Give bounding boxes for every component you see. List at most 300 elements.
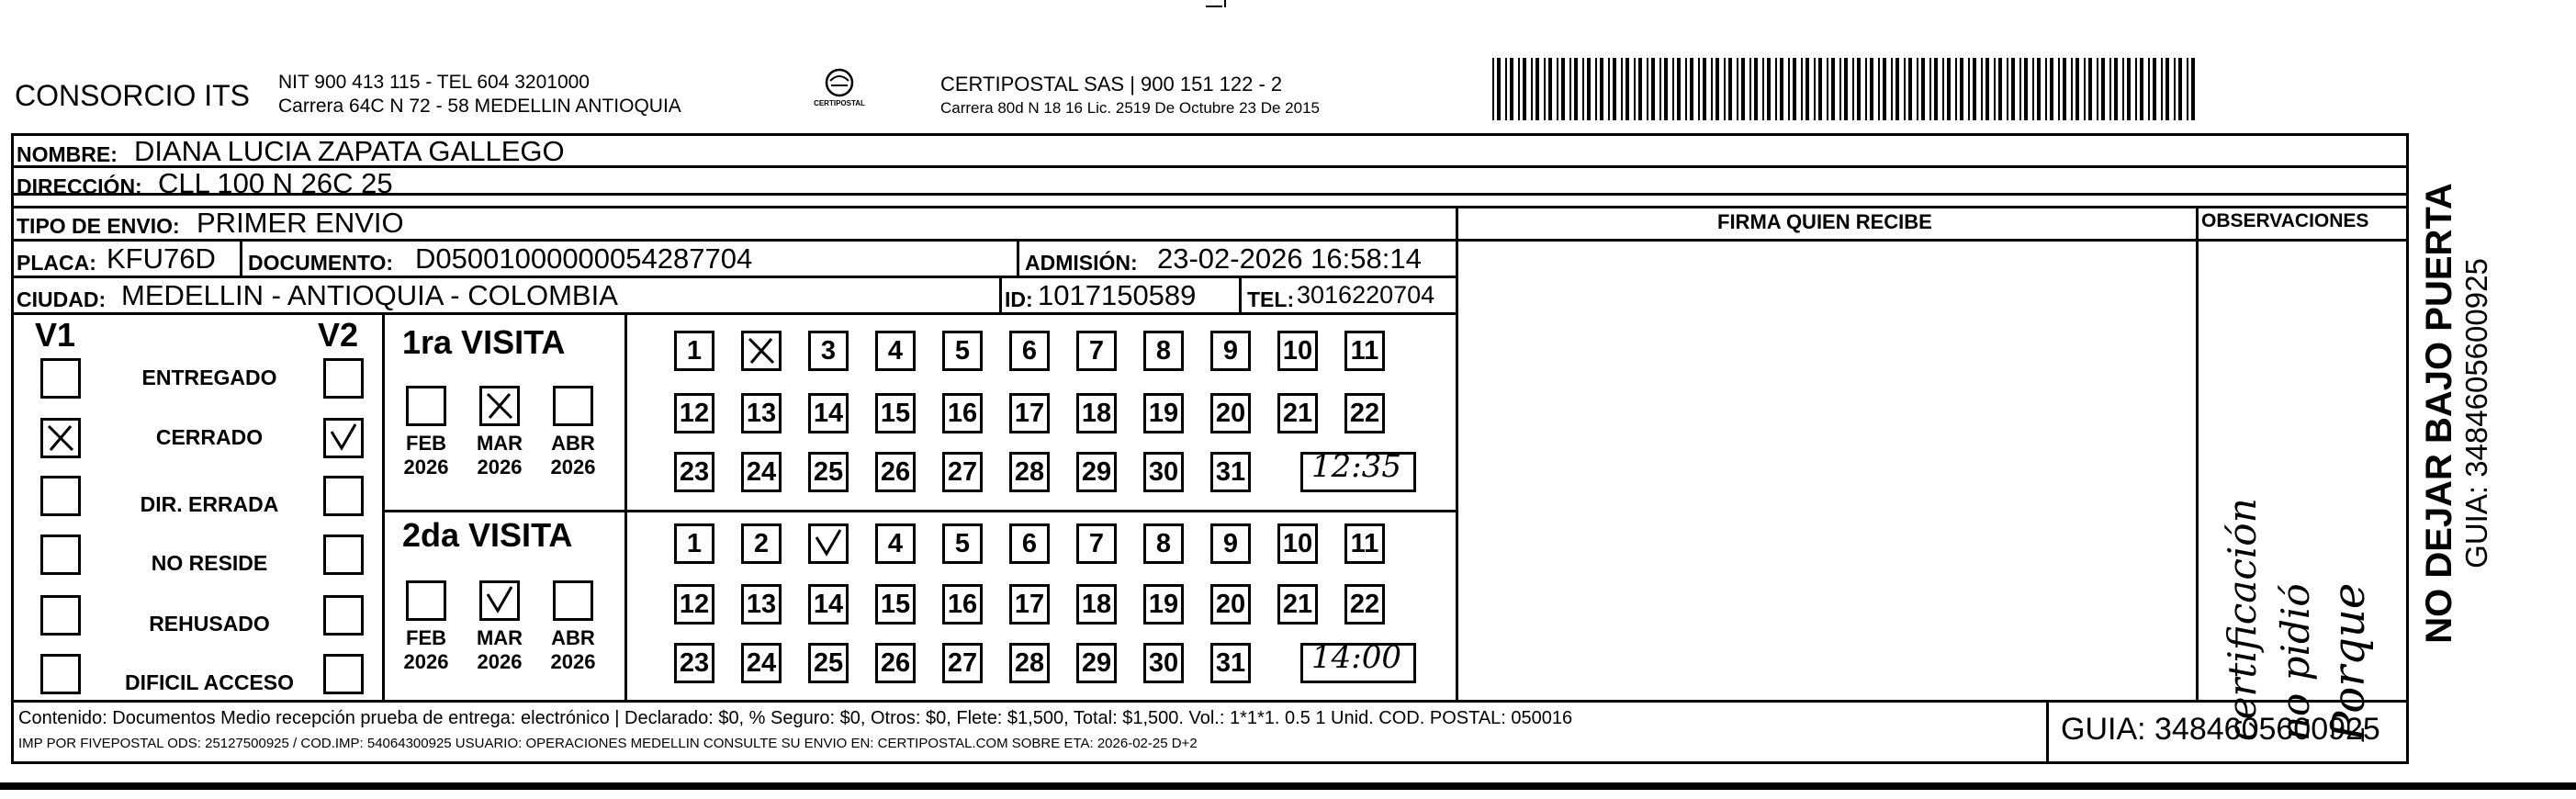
month-name: ABR (551, 432, 595, 455)
day-number: 16 (947, 590, 978, 619)
barcode-bar (1647, 58, 1648, 120)
barcode-bar (1548, 58, 1552, 120)
day-number: 12 (679, 590, 710, 619)
visita1-day-box[interactable] (1277, 393, 1318, 433)
month-year: 2026 (477, 650, 523, 673)
visita2-month-checkbox[interactable] (553, 580, 593, 621)
barcode-bar (1883, 58, 1886, 120)
status-label: CERRADO (155, 425, 264, 449)
day-number: 31 (1215, 648, 1246, 678)
id-label: ID: (1005, 287, 1033, 311)
barcode-bar (1595, 58, 1597, 120)
id-sep (999, 276, 1002, 314)
visita1-day-box[interactable] (1076, 452, 1117, 492)
day-number: 10 (1282, 529, 1313, 558)
day-number: 9 (1222, 336, 1239, 366)
day-number: 8 (1155, 336, 1172, 366)
barcode-bar (1698, 58, 1700, 120)
admision-label: ADMISIÓN: (1025, 251, 1138, 275)
visita-divider (382, 510, 1457, 512)
visita2-day-box[interactable] (1009, 523, 1050, 564)
day-number: 14 (813, 399, 844, 428)
barcode-bar (1557, 58, 1558, 120)
barcode-bar (2097, 58, 2098, 120)
barcode-bar (1510, 58, 1513, 120)
day-number: 5 (954, 336, 971, 366)
barcode-bar (2075, 58, 2079, 120)
visita2-day-box[interactable] (942, 643, 983, 683)
visita1-title: 1ra VISITA (402, 323, 566, 361)
visita1-time: 12:35 (1311, 448, 1401, 485)
day-number: 28 (1014, 648, 1045, 678)
barcode-bar (2140, 58, 2143, 120)
visita1-month-checkbox[interactable] (406, 386, 446, 426)
visita2-day-box[interactable] (674, 584, 714, 625)
placa-value: KFU76D (107, 242, 216, 275)
day-number: 4 (887, 336, 904, 366)
day-number: 15 (880, 590, 911, 619)
visita2-day-box[interactable] (1277, 584, 1318, 625)
day-number: 1 (686, 336, 703, 366)
visita1-month-checkbox[interactable] (553, 386, 593, 426)
visita1-month-checkbox[interactable] (479, 386, 520, 426)
visita2-day-box[interactable] (1277, 523, 1318, 564)
day-number: 16 (947, 399, 978, 428)
visita1-day-box[interactable] (942, 393, 983, 433)
barcode-bar (1703, 58, 1706, 120)
barcode-bar (1638, 58, 1642, 120)
ciudad-label: CIUDAD: (17, 287, 107, 311)
status-v2-checkbox[interactable] (323, 476, 364, 516)
obs-left-border (2196, 206, 2199, 702)
month-name: MAR (476, 432, 523, 455)
barcode-bar (1852, 58, 1854, 120)
visita2-day-box[interactable] (1076, 523, 1117, 564)
month-name: MAR (476, 626, 523, 649)
barcode-bar (2088, 58, 2092, 120)
day-number: 28 (1014, 457, 1045, 487)
barcode-bar (1934, 58, 1938, 120)
barcode-bar (2148, 58, 2150, 120)
day-number: 14 (813, 590, 844, 619)
barcode-bar (1569, 58, 1571, 120)
visita2-day-box[interactable] (875, 584, 916, 625)
carrier-address: Carrera 80d N 18 16 Lic. 2519 De Octubre 23 De 2015 (940, 99, 1320, 117)
id-value: 1017150589 (1038, 279, 1197, 311)
barcode-bar (1737, 58, 1738, 120)
barcode-bar (1968, 58, 1970, 120)
day-number: 5 (954, 529, 971, 558)
day-number: 3 (820, 336, 837, 366)
day-number: 7 (1088, 336, 1105, 366)
day-number: 10 (1282, 336, 1313, 366)
day-number: 13 (746, 590, 777, 619)
visita1-day-box[interactable] (1210, 393, 1251, 433)
visita2-day-box[interactable] (1143, 584, 1184, 625)
footer-guia-sep (2046, 700, 2049, 763)
status-v2-checkbox[interactable] (323, 418, 364, 458)
status-v1-checkbox[interactable] (40, 654, 81, 694)
barcode-bar (1724, 58, 1726, 120)
v2-label: V2 (318, 316, 359, 354)
barcode-bar (1917, 58, 1918, 120)
visita2-day-box[interactable] (942, 584, 983, 625)
barcode-bar (1793, 58, 1796, 120)
visita1-day-box[interactable] (1076, 331, 1117, 371)
barcode-bar (2058, 58, 2060, 120)
barcode-bar (2007, 58, 2008, 120)
barcode-bar (2071, 58, 2073, 120)
visita2-day-box[interactable] (1009, 643, 1050, 683)
day-number: 6 (1021, 336, 1038, 366)
visita-month-border (624, 312, 627, 702)
status-v1-checkbox[interactable] (40, 535, 81, 575)
barcode-bar (1788, 58, 1790, 120)
day-number: 22 (1349, 590, 1380, 619)
barcode-bar (1775, 58, 1777, 120)
barcode-bar (2122, 58, 2124, 120)
barcode-bar (1690, 58, 1693, 120)
visita2-month-label (472, 626, 527, 674)
month-year: 2026 (550, 650, 596, 673)
month-year: 2026 (550, 456, 596, 478)
frame-left (11, 133, 14, 764)
visita2-day-box[interactable] (741, 643, 782, 683)
day-number: 27 (947, 648, 978, 678)
day-number: 15 (880, 399, 911, 428)
status-v2-checkbox[interactable] (323, 654, 364, 694)
status-v2-checkbox[interactable] (323, 595, 364, 636)
barcode-bar (1634, 58, 1636, 120)
day-number: 17 (1014, 590, 1045, 619)
barcode-bar (1998, 58, 2002, 120)
barcode-bar (1561, 58, 1565, 120)
barcode-bar (1973, 58, 1976, 120)
status-label: ENTREGADO (141, 366, 277, 389)
visita2-day-box[interactable] (875, 643, 916, 683)
tel-label: TEL: (1247, 287, 1295, 311)
day-number: 2 (753, 529, 770, 558)
visita2-day-box[interactable] (1076, 643, 1117, 683)
barcode-bar (2024, 58, 2028, 120)
month-year: 2026 (477, 456, 523, 478)
barcode-bar (1749, 58, 1751, 120)
day-number: 30 (1148, 457, 1179, 487)
footer-guia: GUIA: 3484605600925 (2061, 712, 2380, 747)
day-number: 12 (679, 399, 710, 428)
visita1-day-box[interactable] (1009, 393, 1050, 433)
barcode-bar (1921, 58, 1925, 120)
visita2-month-label (399, 626, 454, 674)
barcode-bar (1801, 58, 1803, 120)
visita1-day-box[interactable] (808, 452, 849, 492)
obs-line-1: Porque (2323, 582, 2375, 741)
day-number: 25 (813, 648, 844, 678)
barcode-bar (2063, 58, 2066, 120)
visita2-day-box[interactable] (875, 523, 916, 564)
observaciones-label: OBSERVACIONES (2201, 210, 2369, 231)
barcode-bar (1600, 58, 1603, 120)
visita2-time: 14:00 (1311, 639, 1401, 676)
day-number: 17 (1014, 399, 1045, 428)
barcode-bar (1865, 58, 1867, 120)
visita1-day-box[interactable] (1009, 331, 1050, 371)
nombre-label: NOMBRE: (17, 142, 118, 166)
day-number: 31 (1215, 457, 1246, 487)
day-number: 19 (1148, 590, 1179, 619)
day-number: 11 (1350, 529, 1379, 558)
barcode-bar (1780, 58, 1783, 120)
day-number: 26 (880, 457, 911, 487)
tel-value: 3016220704 (1297, 281, 1435, 309)
barcode-bar (1955, 58, 1957, 120)
day-number: 4 (887, 529, 904, 558)
day-number: 11 (1350, 336, 1379, 366)
barcode-bar (1582, 58, 1584, 120)
company-nit: NIT 900 413 115 - TEL 604 3201000 (278, 72, 590, 93)
day-number: 24 (746, 457, 777, 487)
day-number: 7 (1088, 529, 1105, 558)
barcode-bar (2011, 58, 2015, 120)
visita2-month-checkbox[interactable] (479, 580, 520, 621)
barcode-bar (1685, 58, 1687, 120)
status-label: DIR. ERRADA (140, 492, 279, 516)
month-name: FEB (406, 626, 446, 649)
visita1-day-box[interactable] (1210, 331, 1251, 371)
barcode-bar (2187, 58, 2188, 120)
visita1-day-box[interactable] (741, 393, 782, 433)
barcode-bar (1505, 58, 1507, 120)
barcode-bar (2084, 58, 2086, 120)
status-v2-checkbox[interactable] (323, 535, 364, 575)
visita1-day-box[interactable] (741, 331, 782, 371)
documento-label: DOCUMENTO: (248, 251, 394, 275)
direccion-value: CLL 100 N 26C 25 (158, 167, 393, 199)
day-number: 26 (880, 648, 911, 678)
visita1-day-box[interactable] (875, 393, 916, 433)
visita1-day-box[interactable] (875, 331, 916, 371)
visita2-day-box[interactable] (1344, 523, 1385, 564)
barcode-bar (1827, 58, 1828, 120)
visita1-day-box[interactable] (741, 452, 782, 492)
visita1-month-label (472, 432, 527, 479)
barcode-bar (1942, 58, 1944, 120)
tipo-value: PRIMER ENVIO (197, 207, 404, 239)
visita2-day-box[interactable] (808, 523, 849, 564)
barcode-bar (1814, 58, 1816, 120)
admision-value: 23-02-2026 16:58:14 (1157, 242, 1422, 275)
barcode-bar (1523, 58, 1526, 120)
visita1-day-box[interactable] (1210, 452, 1251, 492)
footer-contents: Contenido: Documentos Medio recepción prueba de entrega: electrónico | Declarado: $0, % Seguro: $0, Otros: $0, Flete: $1,500, Total: $1,500. Vol.: 1*1*1. 0.5 1 Unid. COD. POSTAL: 050016 (18, 708, 1573, 728)
barcode-bar (2174, 58, 2176, 120)
barcode-bar (1895, 58, 1899, 120)
barcode-bar (1994, 58, 1996, 120)
visita2-day-box[interactable] (942, 523, 983, 564)
status-v1-checkbox[interactable] (40, 476, 81, 516)
visita2-day-box[interactable] (1344, 584, 1385, 625)
visita1-day-box[interactable] (808, 331, 849, 371)
carrier-name: CERTIPOSTAL SAS | 900 151 122 - 2 (940, 73, 1283, 96)
admision-sep (1017, 239, 1019, 277)
barcode-bar (1891, 58, 1893, 120)
barcode-bar (1518, 58, 1520, 120)
barcode-bar (1659, 58, 1661, 120)
status-label: DIFICIL ACCESO (124, 670, 294, 694)
barcode-bar (1677, 58, 1681, 120)
status-v1-checkbox[interactable] (40, 358, 81, 399)
visita2-day-box[interactable] (808, 643, 849, 683)
barcode-bar (1960, 58, 1963, 120)
day-number: 21 (1282, 590, 1313, 619)
observaciones-handwriting (2204, 248, 2397, 741)
obs-line-3: certificación (2220, 498, 2265, 741)
barcode-bar (1535, 58, 1539, 120)
visita1-day-box[interactable] (942, 452, 983, 492)
visita2-day-box[interactable] (1143, 523, 1184, 564)
nombre-value: DIANA LUCIA ZAPATA GALLEGO (134, 135, 565, 167)
month-year: 2026 (403, 456, 449, 478)
visita2-day-box[interactable] (1076, 584, 1117, 625)
barcode-bar (2019, 58, 2021, 120)
placa-sep (240, 239, 242, 277)
barcode-bar (1857, 58, 1861, 120)
barcode-bar (2109, 58, 2111, 120)
barcode-bar (1878, 58, 1880, 120)
barcode-bar (1929, 58, 1931, 120)
status-v1-checkbox[interactable] (40, 418, 81, 458)
check-mark-icon (326, 421, 361, 456)
barcode-bar (1711, 58, 1713, 120)
day-number: 22 (1349, 399, 1380, 428)
visita2-month-label (546, 626, 601, 674)
barcode-bar (1497, 58, 1501, 120)
visita1-day-box[interactable] (674, 452, 714, 492)
barcode-bar (1981, 58, 1983, 120)
company-name: CONSORCIO ITS (15, 79, 251, 112)
barcode-bar (1839, 58, 1841, 120)
placa-label: PLACA: (17, 251, 96, 275)
visita1-day-box[interactable] (1344, 393, 1385, 433)
barcode-bar (1844, 58, 1848, 120)
barcode-bar (2161, 58, 2163, 120)
visita1-day-box[interactable] (674, 331, 714, 371)
barcode-bar (1625, 58, 1629, 120)
bottom-cut-line (0, 782, 2576, 790)
visita1-day-box[interactable] (1009, 452, 1050, 492)
day-number: 20 (1215, 399, 1246, 428)
check-mark-icon (811, 526, 846, 561)
visita2-day-box[interactable] (674, 523, 714, 564)
status-label: NO RESIDE (151, 551, 268, 575)
barcode-bar (2101, 58, 2105, 120)
barcode-bar (1805, 58, 1809, 120)
day-number: 24 (746, 648, 777, 678)
day-number: 8 (1155, 529, 1172, 558)
top-tick (1206, 6, 1222, 7)
direccion-label: DIRECCIÓN: (17, 174, 142, 198)
side-guia: GUIA: 3484605600925 (2459, 258, 2493, 568)
visita2-day-box[interactable] (1143, 643, 1184, 683)
firma-label: FIRMA QUIEN RECIBE (1717, 210, 1932, 233)
day-number: 21 (1282, 399, 1313, 428)
visita1-day-box[interactable] (1344, 331, 1385, 371)
barcode-bar (1574, 58, 1578, 120)
top-tick-vertical (1224, 0, 1226, 7)
day-number: 13 (746, 399, 777, 428)
status-v1-checkbox[interactable] (40, 595, 81, 636)
visita2-day-box[interactable] (1210, 643, 1251, 683)
barcode-bar (1672, 58, 1674, 120)
day-number: 25 (813, 457, 844, 487)
barcode-bar (1754, 58, 1758, 120)
day-number: 19 (1148, 399, 1179, 428)
barcode-bar (1544, 58, 1546, 120)
barcode-bar (1908, 58, 1912, 120)
visita1-day-box[interactable] (1143, 393, 1184, 433)
visita2-day-box[interactable] (741, 584, 782, 625)
status-v2-checkbox[interactable] (323, 358, 364, 399)
visita1-month-label (546, 432, 601, 479)
month-year: 2026 (403, 650, 449, 673)
barcode-bar (1531, 58, 1533, 120)
visita2-day-box[interactable] (1009, 584, 1050, 625)
barcode-bar (1608, 58, 1610, 120)
month-name: ABR (551, 626, 595, 649)
barcode-bar (2032, 58, 2034, 120)
visita1-day-box[interactable] (1277, 331, 1318, 371)
visita2-day-box[interactable] (808, 584, 849, 625)
barcode-bar (1613, 58, 1616, 120)
barcode-bar (2135, 58, 2137, 120)
barcode-bar (2153, 58, 2156, 120)
visita1-day-box[interactable] (1143, 331, 1184, 371)
visita1-day-box[interactable] (674, 393, 714, 433)
barcode-bar (2127, 58, 2131, 120)
day-number: 20 (1215, 590, 1246, 619)
barcode-bar (1651, 58, 1655, 120)
visita1-day-box[interactable] (875, 452, 916, 492)
check-mark-icon (482, 583, 517, 618)
visita2-day-box[interactable] (1210, 523, 1251, 564)
firma-left-border (1456, 206, 1458, 702)
barcode (1492, 58, 2199, 122)
visita1-day-box[interactable] (1076, 393, 1117, 433)
tel-sep (1239, 276, 1242, 314)
side-no-dejar: NO DEJAR BAJO PUERTA (2419, 183, 2459, 644)
visita1-day-box[interactable] (1143, 452, 1184, 492)
day-number: 29 (1081, 457, 1112, 487)
barcode-bar (1587, 58, 1591, 120)
barcode-bar (1767, 58, 1771, 120)
visita2-month-checkbox[interactable] (406, 580, 446, 621)
side-text-block (2415, 156, 2498, 670)
documento-value: D05001000000054287704 (415, 242, 753, 275)
day-number: 9 (1222, 529, 1239, 558)
visita2-day-box[interactable] (1210, 584, 1251, 625)
barcode-bar (2045, 58, 2047, 120)
visita1-day-box[interactable] (808, 393, 849, 433)
visita2-day-box[interactable] (674, 643, 714, 683)
day-number: 1 (686, 529, 703, 558)
visita1-day-box[interactable] (942, 331, 983, 371)
firma-header-top (1456, 206, 2409, 208)
barcode-bar (1715, 58, 1719, 120)
visita2-day-box[interactable] (741, 523, 782, 564)
barcode-bar (1947, 58, 1951, 120)
barcode-bar (1664, 58, 1668, 120)
day-number: 29 (1081, 648, 1112, 678)
